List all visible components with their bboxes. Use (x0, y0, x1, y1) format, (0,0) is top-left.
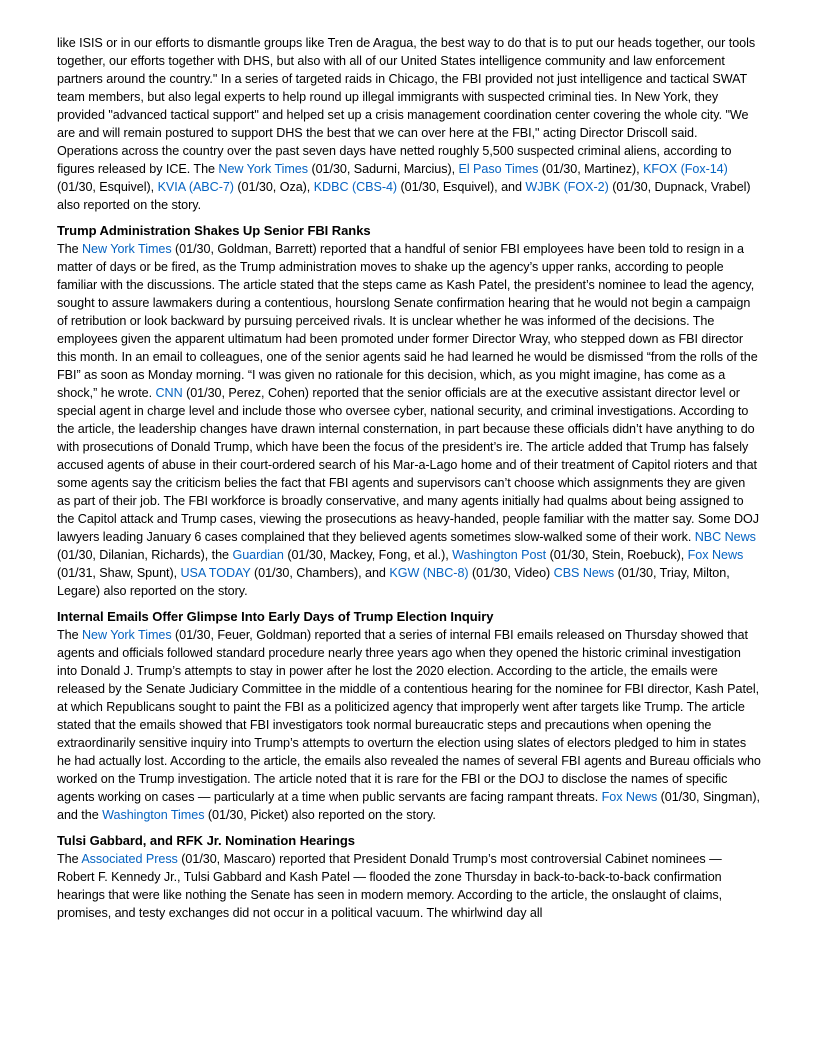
article-paragraph (57, 240, 761, 600)
source-link-associated-press[interactable]: Associated Press (81, 852, 178, 866)
article-text: (01/30, Goldman, Barrett) reported that a handful of senior FBI employees have been told to resign in a matter of days or be fired, as the Trump administration moves to shake up the agency’s upper ranks, according to people familiar with the discussions. The article stated that the steps came as Kash Patel, the president’s nominee to lead the agency, sought to assure lawmakers during a contentious, hourslong Senate confirmation hearing that he would not begin a campaign of retribution or look backward by pursuing perceived rivals. It is unclear whether he was informed of the decisions. The employees given the apparent ultimatum had been promoted under former Director Wray, who stepped down as FBI director this month. In an email to colleagues, one of the senior agents said he had learned he would be dismissed “from the rolls of the FBI” as soon as Monday morning. “I was given no rationale for this decision, which, as you might imagine, has come as a shock,” he wrote. (57, 242, 758, 400)
citation-text: (01/30, Dupnack, Vrabel) also reported on the story. (57, 180, 751, 212)
source-link-nbc-news[interactable]: NBC News (694, 530, 756, 544)
source-link-washington-post[interactable]: Washington Post (452, 548, 547, 562)
intro-paragraph (57, 34, 761, 214)
citation-text: (01/30, Sadurni, Marcius), (308, 162, 459, 176)
article-text: The (57, 242, 82, 256)
source-link-new-york-times[interactable]: New York Times (82, 628, 172, 642)
source-link-guardian[interactable]: Guardian (232, 548, 284, 562)
source-link-fox-news[interactable]: Fox News (687, 548, 744, 562)
section-heading: Tulsi Gabbard, and RFK Jr. Nomination Hearings (57, 833, 355, 848)
citation-text: (01/30, Dilanian, Richards), the (57, 548, 233, 562)
citation-text: (01/30, Chambers), and (250, 566, 390, 580)
document-page (57, 34, 761, 922)
article-section-fbi-ranks (57, 222, 761, 600)
article-text: The (57, 852, 82, 866)
section-heading: Internal Emails Offer Glimpse Into Early Days of Trump Election Inquiry (57, 609, 494, 624)
source-link-new-york-times[interactable]: New York Times (82, 242, 172, 256)
article-text: (01/30, Mascaro) reported that President Donald Trump’s most controversial Cabinet nominees — Robert F. Kennedy Jr., Tulsi Gabbard and Kash Patel — flooded the zone Thursday in back-to-back-to-back confirmation hearings that were like nothing the Senate has seen in modern memory. According to the article, the onslaught of claims, promises, and testy exchanges did not occur in a political vacuum. The whirlwind day all (57, 852, 723, 920)
article-section-internal-emails (57, 608, 761, 824)
article-section-nomination-hearings (57, 832, 761, 922)
citation-text: (01/30, Video) (468, 566, 554, 580)
citation-text: (01/30, Singman), and the (57, 790, 760, 822)
intro-text: like ISIS or in our efforts to dismantle groups like Tren de Aragua, the best way to do that is to put our heads together, our tools together, our efforts together with DHS, but also with all of our United States intelligence community and law enforcement partners around the country." In a series of targeted raids in Chicago, the FBI provided not just intelligence and tactical SWAT team members, but also legal experts to help round up illegal immigrants with suspected criminal ties. In New York, they provided "advanced tactical support" and helped set up a crisis management coordination center covering the whole city. "We are and will remain postured to support DHS the best that we can over here at the FBI," acting Director Driscoll said. Operations across the country over the past seven days have netted roughly 5,500 suspected criminal aliens, according to figures released by ICE. The (57, 36, 756, 176)
article-text: (01/30, Feuer, Goldman) reported that a series of internal FBI emails released on Thursday showed that agents and officials followed standard procedure nearly three years ago when they opened the historic criminal investigation into Donald J. Trump’s attempts to stay in power after he lost the 2020 election. According to the article, the emails were released by the Senate Judiciary Committee in the middle of a contentious hearing for the nominee for FBI director, Kash Patel, at which Republicans sought to paint the FBI as a politicized agency that improperly went after targets like Trump. The article stated that the emails showed that FBI investigators took normal bureaucratic steps and precautions when opening the extraordinarily sensitive inquiry into Trump’s attempts to overturn the election using slates of electors pledged to him in states he had actually lost. According to the article, the emails also revealed the names of several FBI agents and Bureau officials who worked on the Trump investigation. The article noted that it is rare for the FBI or the DOJ to disclose the names of specific agents working on cases — particularly at a time when public servants are facing rampant threats. (57, 628, 761, 804)
article-paragraph (57, 850, 761, 922)
source-link-usa-today[interactable]: USA TODAY (180, 566, 251, 580)
source-link-cnn[interactable]: CNN (155, 386, 183, 400)
section-heading: Trump Administration Shakes Up Senior FBI Ranks (57, 223, 371, 238)
source-link-cbs-news[interactable]: CBS News (553, 566, 615, 580)
citation-text: (01/30, Esquivel), and (397, 180, 526, 194)
source-link-wjbk[interactable]: WJBK (FOX-2) (525, 180, 609, 194)
citation-text: (01/30, Stein, Roebuck), (546, 548, 688, 562)
citation-text: (01/30, Esquivel), (57, 180, 158, 194)
source-link-new-york-times[interactable]: New York Times (218, 162, 309, 176)
source-link-el-paso-times[interactable]: El Paso Times (458, 162, 539, 176)
citation-text: (01/30, Martinez), (538, 162, 644, 176)
citation-text: (01/30, Mackey, Fong, et al.), (283, 548, 453, 562)
citation-text: (01/31, Shaw, Spunt), (57, 566, 181, 580)
citation-text: (01/30, Picket) also reported on the story. (204, 808, 436, 822)
source-link-fox-news[interactable]: Fox News (601, 790, 658, 804)
source-link-washington-times[interactable]: Washington Times (102, 808, 205, 822)
citation-text: (01/30, Triay, Milton, Legare) also reported on the story. (57, 566, 730, 598)
article-paragraph (57, 626, 761, 824)
article-text: (01/30, Perez, Cohen) reported that the senior officials are at the executive assistant director level or special agent in charge level and include those who oversee cyber, national security, and criminal investigations. According to the article, the leadership changes have drawn internal consternation, in part because these officials didn’t have anything to do with prosecutions of Donald Trump, which have been the focus of the president’s ire. The article added that Trump has falsely accused agents of abuse in their court-ordered search of his Mar-a-Lago home and of their treatment of Capitol rioters and that some agents say the criticism belies the fact that FBI agents and supervisors can’t choose which assignments they are given as part of their job. The FBI workforce is broadly conservative, and many agents initially had qualms about being assigned to the Capitol attack and Trump cases, viewing the prosecutions as heavy-handed, people familiar with the matter say. Some DOJ lawyers leading January 6 cases complained that they believed agents sometimes slow-walked some of their work. (57, 386, 760, 544)
source-link-kvia[interactable]: KVIA (ABC-7) (157, 180, 234, 194)
source-link-kdbc[interactable]: KDBC (CBS-4) (313, 180, 398, 194)
citation-text: (01/30, Oza), (233, 180, 314, 194)
source-link-kfox[interactable]: KFOX (Fox-14) (643, 162, 728, 176)
article-text: The (57, 628, 82, 642)
source-link-kgw[interactable]: KGW (NBC-8) (389, 566, 469, 580)
